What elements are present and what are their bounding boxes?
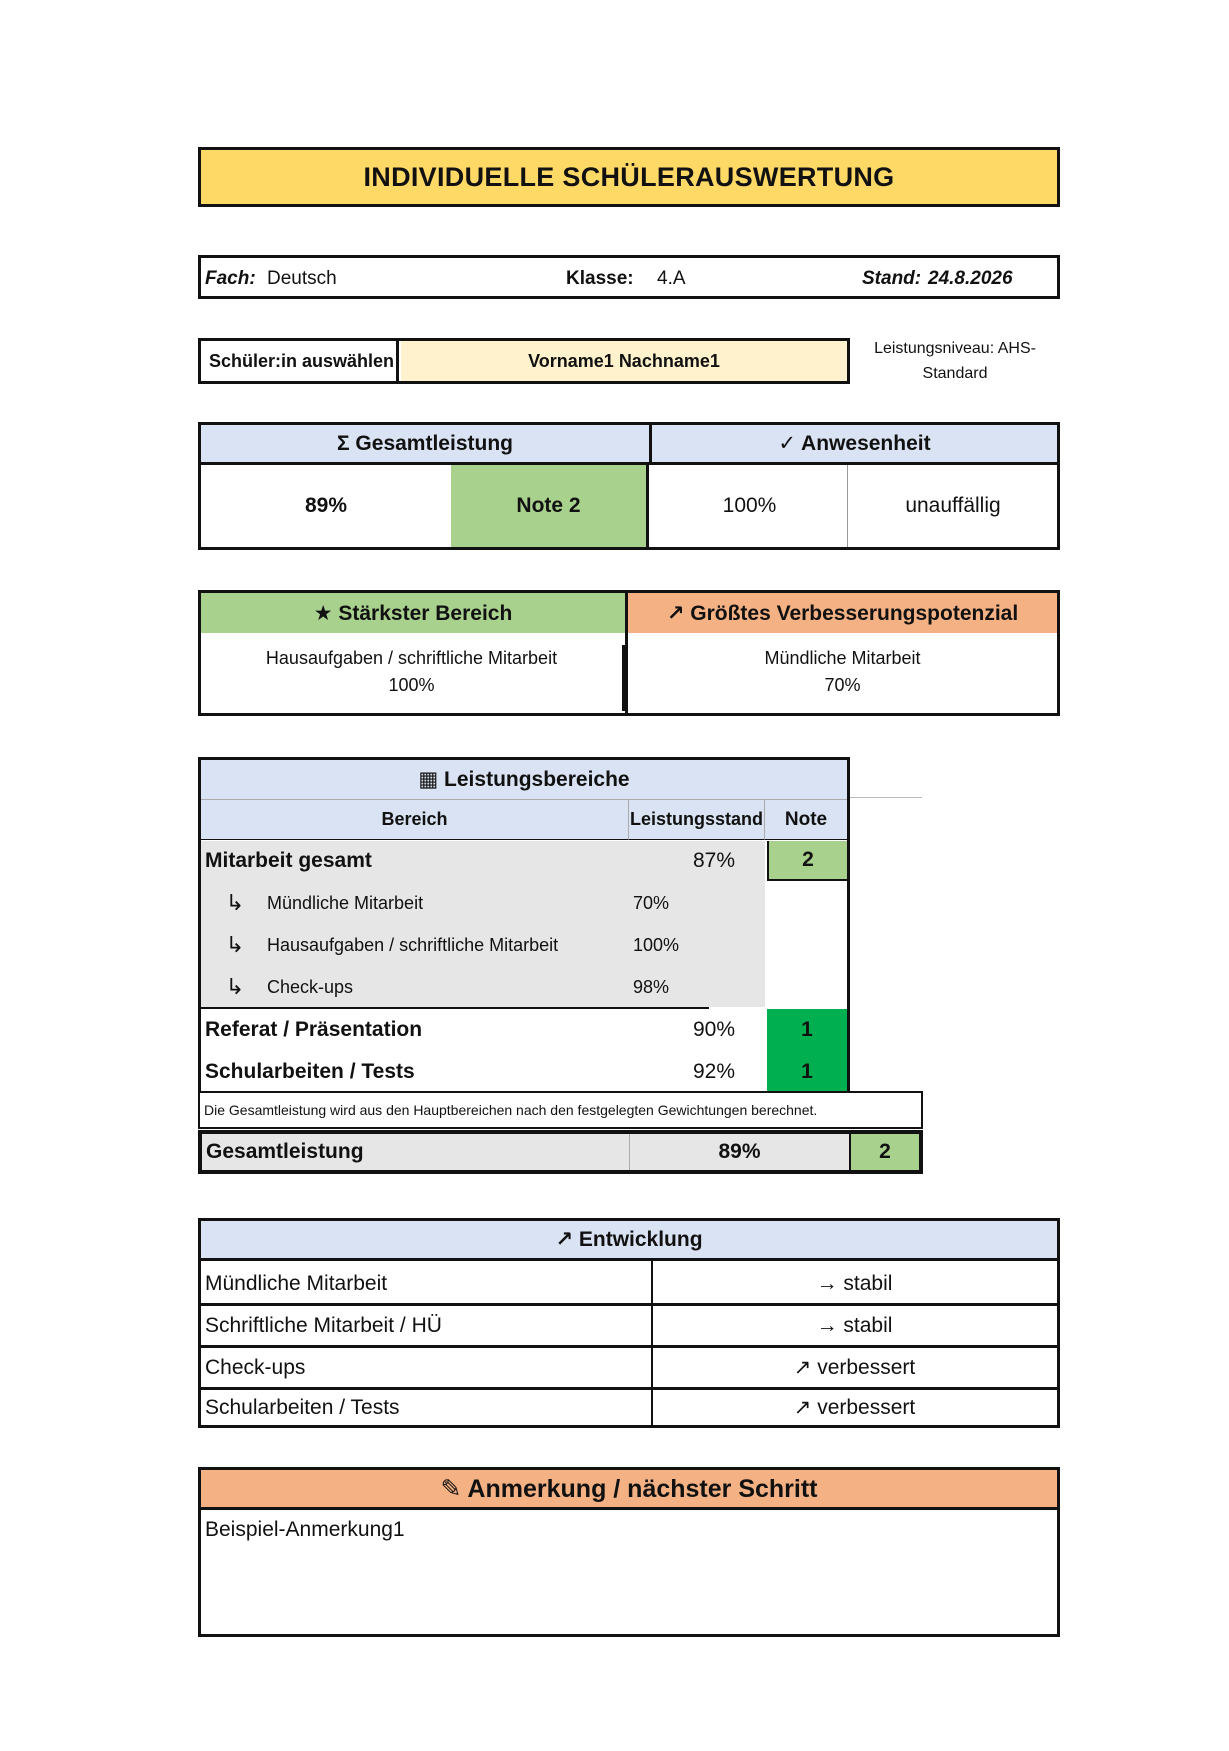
anmerkung-header: ✎ Anmerkung / nächster Schritt	[201, 1470, 1057, 1510]
klasse-value: 4.A	[657, 268, 686, 289]
entwicklung-row-trend: ↗ verbessert	[793, 1396, 916, 1419]
staerkster-bereich-area: Hausaufgaben / schriftliche Mitarbeit	[265, 648, 558, 668]
gesamtleistung-row-label: Gesamtleistung	[202, 1134, 630, 1170]
summary-box	[198, 422, 1060, 550]
student-select-box	[198, 338, 850, 384]
col-header-bereich: Bereich	[201, 800, 629, 840]
entwicklung-row-trend: → stabil	[816, 1313, 893, 1337]
info-bar	[198, 255, 1060, 299]
referat-value: 90%	[692, 1018, 735, 1041]
entwicklung-table	[198, 1218, 1060, 1428]
divider	[850, 797, 922, 798]
potenzial-area: Mündliche Mitarbeit	[764, 648, 921, 668]
stand-value: 24.8.2026	[928, 268, 1013, 289]
entwicklung-row-trend: → stabil	[816, 1271, 893, 1295]
gesamtleistung-note: Note 2	[451, 465, 649, 547]
entwicklung-row-label: Schularbeiten / Tests	[205, 1395, 400, 1419]
leistungsniveau-line1: Leistungsniveau: AHS-	[874, 340, 1036, 357]
divider	[651, 1261, 653, 1425]
anmerkung-text[interactable]: Beispiel-Anmerkung1	[205, 1518, 405, 1541]
anwesenheit-header: ✓ Anwesenheit	[652, 425, 1057, 465]
schularbeiten-value: 92%	[692, 1060, 735, 1083]
fach-label: Fach:	[205, 268, 256, 289]
page-title: INDIVIDUELLE SCHÜLERAUSWERTUNG	[198, 147, 1060, 207]
staerkster-bereich-content	[201, 645, 625, 711]
leistungsbereiche-header: ▦ Leistungsbereiche	[201, 760, 847, 800]
gesamtleistung-row-value: 89%	[630, 1134, 849, 1170]
leistungsbereiche-table	[198, 757, 850, 1093]
anmerkung-box	[198, 1467, 1060, 1637]
sub-item-value: 100%	[633, 934, 680, 955]
entwicklung-row-label: Schriftliche Mitarbeit / HÜ	[205, 1313, 442, 1337]
mitarbeit-gesamt-value: 87%	[629, 841, 765, 881]
student-select-label: Schüler:in auswählen	[201, 341, 399, 381]
schularbeiten-label: Schularbeiten / Tests	[205, 1060, 415, 1083]
strengths-box	[198, 590, 1060, 716]
mitarbeit-gesamt-label: Mitarbeit gesamt	[205, 849, 372, 872]
sub-item-value: 98%	[633, 976, 670, 997]
sub-arrow-icon: ↳	[225, 974, 245, 999]
student-select-dropdown[interactable]: Vorname1 Nachname1	[401, 341, 847, 381]
gesamtleistung-hinweis: Die Gesamtleistung wird aus den Hauptbereichen nach den festgelegten Gewichtungen berechnet.	[198, 1091, 923, 1129]
sub-item-label: Hausaufgaben / schriftliche Mitarbeit	[267, 934, 559, 955]
potenzial-content	[628, 645, 1057, 711]
stand-label: Stand:	[862, 268, 922, 289]
entwicklung-row-trend: ↗ verbessert	[793, 1356, 916, 1379]
mitarbeit-gesamt-note: 2	[767, 841, 847, 881]
sub-item-label: Check-ups	[267, 976, 354, 997]
potenzial-header: ↗ Größtes Verbesserungspotenzial	[628, 593, 1057, 633]
potenzial-value: 70%	[824, 675, 861, 695]
klasse-label: Klasse:	[566, 268, 634, 289]
entwicklung-row-label: Check-ups	[205, 1355, 306, 1379]
leistungsniveau	[860, 336, 1050, 386]
anwesenheit-status: unauffällig	[905, 494, 1001, 517]
col-header-note: Note	[765, 800, 847, 840]
gesamtleistung-percent: 89%	[304, 494, 348, 517]
staerkster-bereich-header: ★ Stärkster Bereich	[201, 593, 628, 633]
gesamtleistung-row-note: 2	[849, 1134, 919, 1170]
gesamtleistung-row	[198, 1130, 923, 1174]
referat-label: Referat / Präsentation	[205, 1018, 423, 1041]
referat-note: 1	[767, 1009, 847, 1051]
schularbeiten-note: 1	[767, 1051, 847, 1093]
staerkster-bereich-value: 100%	[388, 675, 435, 695]
sub-item-value: 70%	[633, 892, 670, 913]
anwesenheit-percent: 100%	[652, 465, 848, 547]
sub-item-label: Mündliche Mitarbeit	[267, 892, 424, 913]
leistungsniveau-line2: Standard	[922, 365, 988, 382]
fach-value: Deutsch	[267, 268, 337, 289]
sub-arrow-icon: ↳	[225, 890, 245, 915]
col-header-leistungsstand: Leistungsstand	[629, 800, 765, 840]
entwicklung-header: ↗ Entwicklung	[201, 1221, 1057, 1261]
entwicklung-row-label: Mündliche Mitarbeit	[205, 1271, 388, 1295]
gesamtleistung-header: Σ Gesamtleistung	[201, 425, 652, 465]
sub-arrow-icon: ↳	[225, 932, 245, 957]
